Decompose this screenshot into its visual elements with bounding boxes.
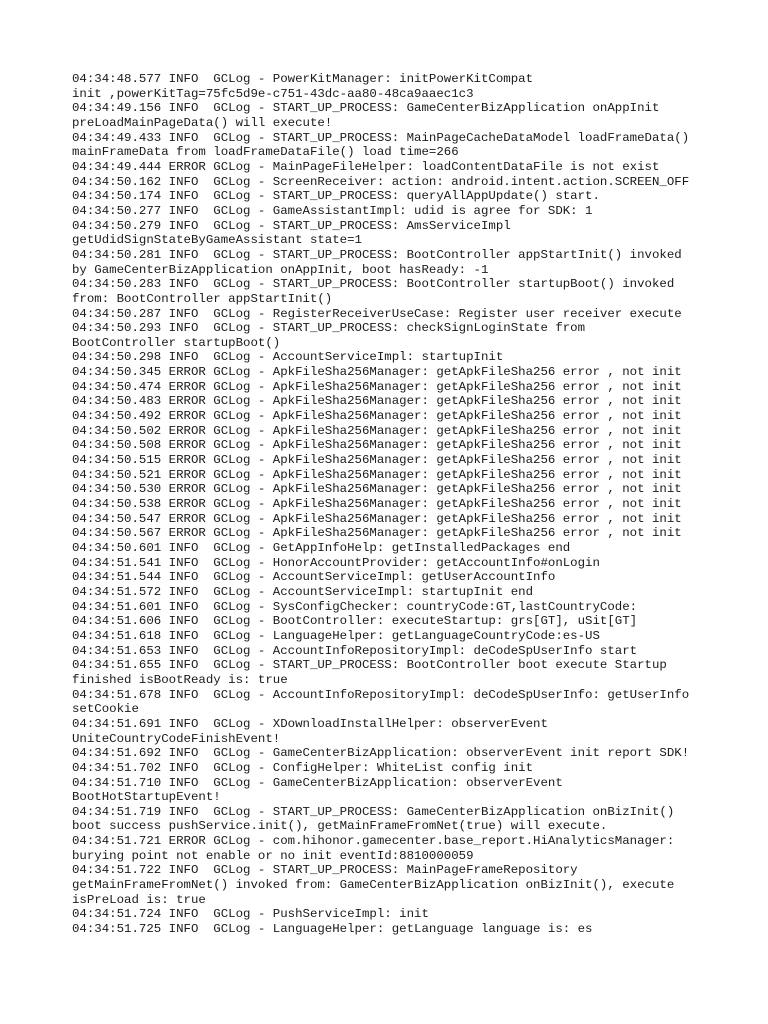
log-line: 04:34:51.606 INFO GCLog - BootController: executeStartup: grs[GT], uSit[GT]	[72, 614, 638, 629]
log-line: 04:34:50.474 ERROR GCLog - ApkFileSha256Manager: getApkFileSha256 error , not init	[72, 379, 682, 394]
log-line: 04:34:51.601 INFO GCLog - SysConfigChecker: countryCode:GT,lastCountryCode:	[72, 599, 638, 614]
log-line: boot success pushService.init(), getMainFrameFromNet(true) will execute.	[72, 819, 608, 834]
log-line: 04:34:49.444 ERROR GCLog - MainPageFileHelper: loadContentDataFile is not exist	[72, 159, 660, 174]
log-line: 04:34:51.725 INFO GCLog - LanguageHelper: getLanguage language is: es	[72, 922, 593, 937]
log-line: 04:34:51.618 INFO GCLog - LanguageHelper: getLanguageCountryCode:es-US	[72, 628, 600, 643]
log-line: getUdidSignStateByGameAssistant state=1	[72, 233, 362, 248]
log-line: mainFrameData from loadFrameDataFile() load time=266	[72, 145, 459, 160]
log-line: 04:34:50.538 ERROR GCLog - ApkFileSha256Manager: getApkFileSha256 error , not init	[72, 497, 682, 512]
log-line: 04:34:50.530 ERROR GCLog - ApkFileSha256Manager: getApkFileSha256 error , not init	[72, 482, 682, 497]
log-document	[72, 72, 712, 937]
log-line: burying point not enable or no init eventId:8810000059	[72, 848, 474, 863]
log-line: 04:34:50.515 ERROR GCLog - ApkFileSha256Manager: getApkFileSha256 error , not init	[72, 453, 682, 468]
log-line: 04:34:51.692 INFO GCLog - GameCenterBizApplication: observerEvent init report SDK!	[72, 746, 690, 761]
log-line: 04:34:51.710 INFO GCLog - GameCenterBizApplication: observerEvent	[72, 775, 563, 790]
log-line: 04:34:50.293 INFO GCLog - START_UP_PROCESS: checkSignLoginState from	[72, 321, 586, 336]
log-line: 04:34:50.492 ERROR GCLog - ApkFileSha256Manager: getApkFileSha256 error , not init	[72, 409, 682, 424]
log-line: finished isBootReady is: true	[72, 672, 288, 687]
log-line: 04:34:50.483 ERROR GCLog - ApkFileSha256Manager: getApkFileSha256 error , not init	[72, 394, 682, 409]
log-line: 04:34:50.521 ERROR GCLog - ApkFileSha256Manager: getApkFileSha256 error , not init	[72, 467, 682, 482]
log-line: init ,powerKitTag=75fc5d9e-c751-43dc-aa80-48ca9aaec1c3	[72, 86, 474, 101]
log-line: 04:34:51.655 INFO GCLog - START_UP_PROCESS: BootController boot execute Startup	[72, 658, 667, 673]
log-line: 04:34:50.279 INFO GCLog - START_UP_PROCESS: AmsServiceImpl	[72, 218, 511, 233]
log-line: getMainFrameFromNet() invoked from: GameCenterBizApplication onBizInit(), execute	[72, 878, 675, 893]
log-line: 04:34:51.572 INFO GCLog - AccountServiceImpl: startupInit end	[72, 584, 534, 599]
log-line: 04:34:50.567 ERROR GCLog - ApkFileSha256Manager: getApkFileSha256 error , not init	[72, 526, 682, 541]
log-line: 04:34:49.433 INFO GCLog - START_UP_PROCESS: MainPageCacheDataModel loadFrameData()	[72, 130, 690, 145]
log-line: 04:34:50.298 INFO GCLog - AccountServiceImpl: startupInit	[72, 350, 504, 365]
log-line: 04:34:51.719 INFO GCLog - START_UP_PROCESS: GameCenterBizApplication onBizInit()	[72, 804, 675, 819]
log-line: 04:34:50.162 INFO GCLog - ScreenReceiver: action: android.intent.action.SCREEN_OFF	[72, 174, 690, 189]
log-line: BootController startupBoot()	[72, 335, 281, 350]
log-line: from: BootController appStartInit()	[72, 291, 333, 306]
log-line: setCookie	[72, 702, 139, 717]
log-line: by GameCenterBizApplication onAppInit, boot hasReady: -1	[72, 262, 489, 277]
log-line: 04:34:51.678 INFO GCLog - AccountInfoRepositoryImpl: deCodeSpUserInfo: getUserInfo	[72, 687, 690, 702]
log-line: 04:34:50.601 INFO GCLog - GetAppInfoHelp: getInstalledPackages end	[72, 541, 571, 555]
log-line: isPreLoad is: true	[72, 892, 206, 907]
log-line: 04:34:50.281 INFO GCLog - START_UP_PROCESS: BootController appStartInit() invoked	[72, 247, 682, 262]
log-line: 04:34:51.722 INFO GCLog - START_UP_PROCESS: MainPageFrameRepository	[72, 863, 578, 878]
log-line: 04:34:49.156 INFO GCLog - START_UP_PROCESS: GameCenterBizApplication onAppInit	[72, 101, 660, 116]
log-line: 04:34:50.287 INFO GCLog - RegisterReceiverUseCase: Register user receiver execute	[72, 306, 682, 321]
log-line: 04:34:51.724 INFO GCLog - PushServiceImpl: init	[72, 907, 429, 922]
log-line: 04:34:48.577 INFO GCLog - PowerKitManager: initPowerKitCompat	[72, 72, 534, 86]
log-line: 04:34:50.277 INFO GCLog - GameAssistantImpl: udid is agree for SDK: 1	[72, 203, 593, 218]
log-line: 04:34:50.174 INFO GCLog - START_UP_PROCESS: queryAllAppUpdate() start.	[72, 189, 600, 204]
log-line: 04:34:50.508 ERROR GCLog - ApkFileSha256Manager: getApkFileSha256 error , not init	[72, 438, 682, 453]
log-line: 04:34:51.721 ERROR GCLog - com.hihonor.gamecenter.base_report.HiAnalyticsManager:	[72, 834, 675, 849]
log-line: preLoadMainPageData() will execute!	[72, 115, 333, 130]
log-line: BootHotStartupEvent!	[72, 790, 221, 805]
log-line: 04:34:51.653 INFO GCLog - AccountInfoRepositoryImpl: deCodeSpUserInfo start	[72, 643, 638, 658]
log-line: 04:34:50.547 ERROR GCLog - ApkFileSha256Manager: getApkFileSha256 error , not init	[72, 511, 682, 526]
log-line: 04:34:51.541 INFO GCLog - HonorAccountProvider: getAccountInfo#onLogin	[72, 555, 600, 570]
log-line: 04:34:50.283 INFO GCLog - START_UP_PROCESS: BootController startupBoot() invoked	[72, 277, 675, 292]
log-line: 04:34:51.544 INFO GCLog - AccountServiceImpl: getUserAccountInfo	[72, 570, 556, 585]
log-line: 04:34:50.502 ERROR GCLog - ApkFileSha256Manager: getApkFileSha256 error , not init	[72, 423, 682, 438]
log-line: 04:34:51.691 INFO GCLog - XDownloadInstallHelper: observerEvent	[72, 716, 548, 731]
log-line: 04:34:50.345 ERROR GCLog - ApkFileSha256Manager: getApkFileSha256 error , not init	[72, 365, 682, 380]
log-line: 04:34:51.702 INFO GCLog - ConfigHelper: WhiteList config init	[72, 760, 534, 775]
log-line: UniteCountryCodeFinishEvent!	[72, 731, 281, 746]
